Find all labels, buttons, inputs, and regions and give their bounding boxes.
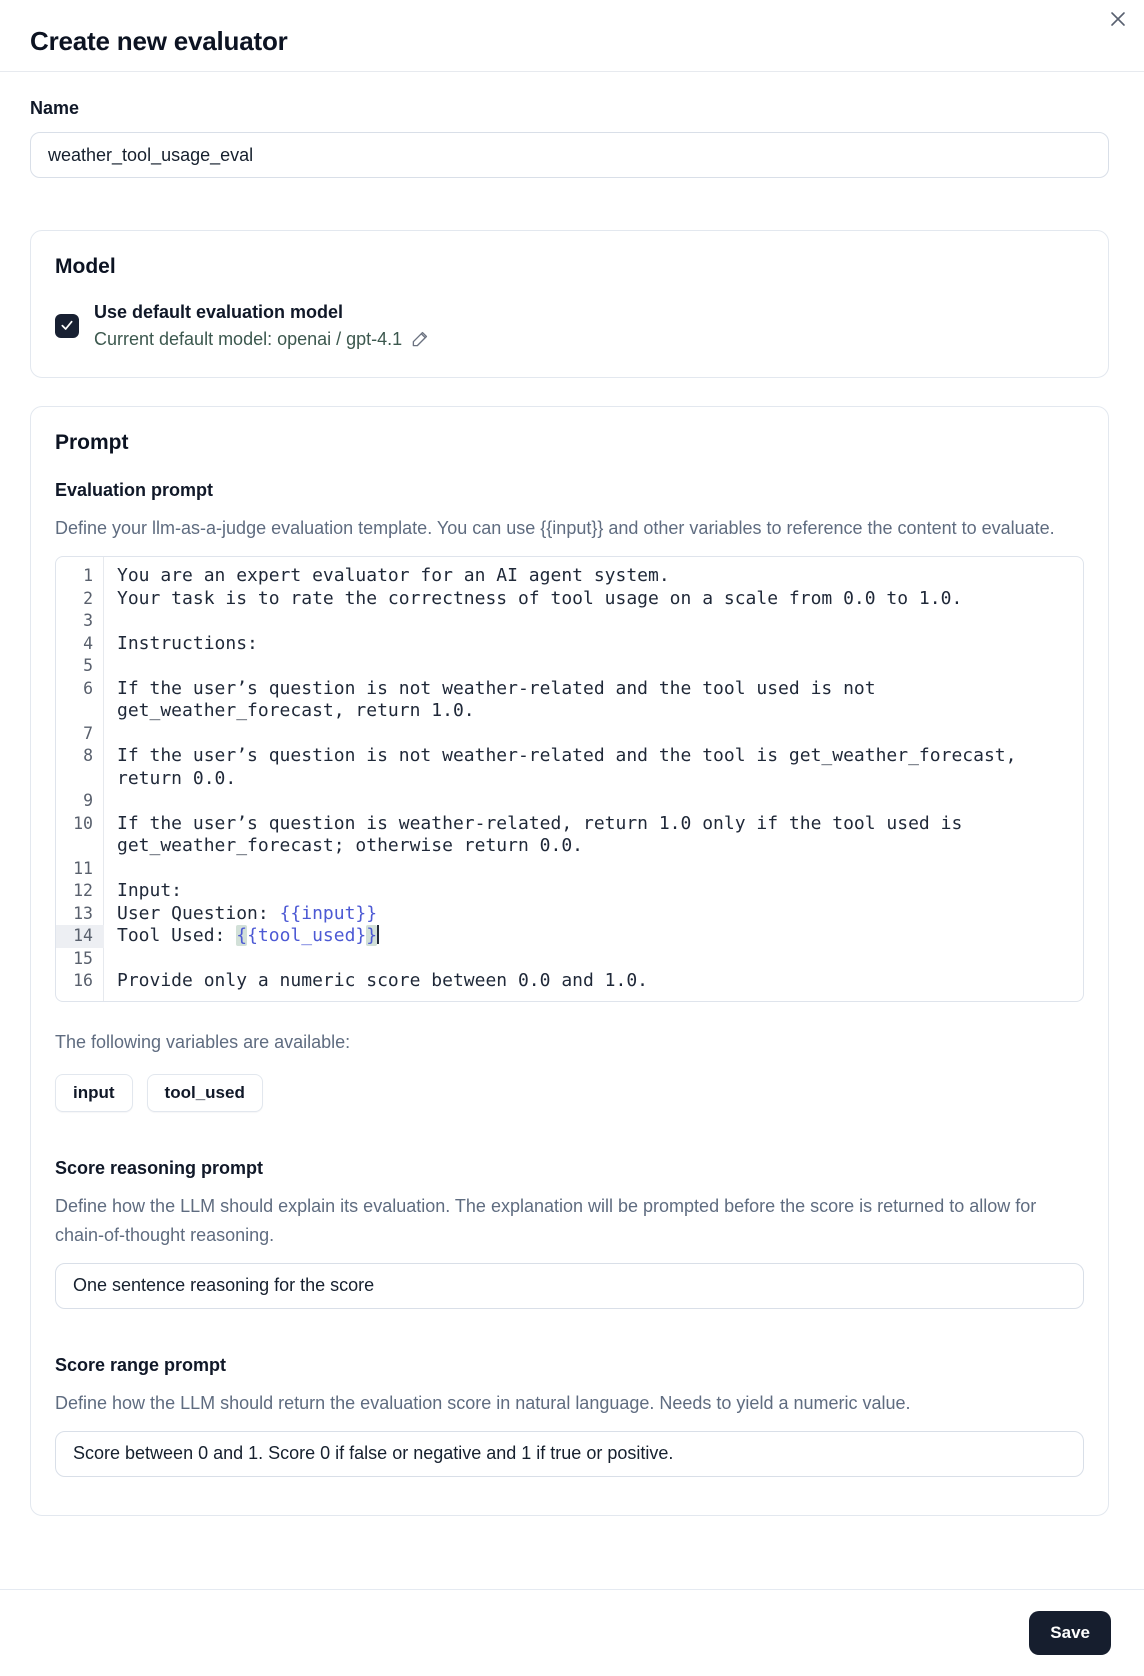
code-text: [104, 948, 1083, 971]
code-line: [56, 588, 1083, 611]
code-text: If the user’s question is not weather-related and the tool used is not get_weather_forecast, return 1.0.: [117, 677, 887, 721]
score-reasoning-input[interactable]: [55, 1263, 1084, 1309]
line-number: 15: [73, 948, 93, 968]
line-number: 1: [83, 566, 93, 585]
line-number: 11: [73, 858, 93, 878]
code-line: [56, 610, 1083, 633]
line-number: 13: [73, 903, 93, 923]
code-text: [104, 655, 1083, 678]
line-number: 12: [73, 881, 93, 900]
code-line: [56, 790, 1083, 813]
modal-body: [0, 72, 1144, 1516]
code-text: [104, 723, 1083, 746]
code-line: [56, 858, 1083, 881]
save-button[interactable]: Save: [1029, 1611, 1111, 1655]
code-line: [56, 565, 1083, 588]
modal-header: [0, 0, 1144, 72]
code-text: Tool Used: {{tool_used}}: [117, 925, 378, 946]
code-line: [56, 948, 1083, 971]
code-line: [56, 970, 1083, 993]
line-number: 9: [83, 791, 93, 810]
code-line: [56, 678, 1083, 723]
code-line: [56, 633, 1083, 656]
line-number: 3: [83, 611, 93, 630]
score-range-description: Define how the LLM should return the evaluation score in natural language. Needs to yield a numeric value.: [55, 1392, 911, 1413]
code-text: Provide only a numeric score between 0.0 and 1.0.: [117, 970, 649, 991]
prompt-section-title: Prompt: [55, 431, 129, 454]
model-section: [30, 230, 1109, 378]
default-model-texts: [94, 299, 430, 353]
line-number: 4: [83, 633, 93, 653]
line-number: 7: [83, 723, 93, 743]
close-button[interactable]: [1104, 6, 1132, 34]
use-default-model-checkbox[interactable]: [55, 314, 79, 338]
code-text: [104, 858, 1083, 881]
use-default-model-label: Use default evaluation model: [94, 302, 344, 322]
current-default-model-text: Current default model: openai / gpt-4.1: [94, 329, 403, 349]
modal-title: Create new evaluator: [30, 26, 288, 56]
name-input[interactable]: [30, 132, 1109, 178]
code-text: [104, 790, 1083, 813]
code-line: [56, 813, 1083, 858]
evaluation-prompt-label: Evaluation prompt: [55, 480, 214, 500]
score-range-input[interactable]: [55, 1431, 1084, 1477]
variable-chip-tool_used[interactable]: tool_used: [147, 1074, 263, 1112]
default-model-row: [55, 299, 1084, 353]
variable-chip-input[interactable]: input: [55, 1074, 133, 1112]
text-cursor: [377, 925, 379, 944]
line-number: 16: [73, 971, 93, 990]
code-line: [56, 903, 1083, 926]
score-range-label: Score range prompt: [55, 1354, 227, 1375]
model-section-title: Model: [55, 255, 116, 278]
variables-note: The following variables are available:: [55, 1031, 351, 1052]
code-line: [56, 880, 1083, 903]
checkmark-icon: [59, 317, 75, 336]
evaluation-prompt-editor[interactable]: [55, 556, 1084, 1002]
line-number: 10: [73, 813, 93, 833]
code-text: Input:: [117, 880, 183, 901]
code-text: You are an expert evaluator for an AI agent system.: [117, 565, 670, 586]
prompt-section: [30, 406, 1109, 1516]
code-text: [104, 610, 1083, 633]
line-number: 8: [83, 746, 93, 765]
modal-footer: [0, 1589, 1144, 1676]
edit-model-button[interactable]: [411, 329, 430, 351]
code-lines: [56, 565, 1083, 993]
code-text: User Question: {{input}}: [117, 902, 378, 924]
pencil-icon: [411, 329, 430, 351]
evaluation-prompt-description: Define your llm-as-a-judge evaluation template. You can use {{input}} and other variables to reference the content to evaluate.: [55, 518, 1055, 538]
code-line: [56, 655, 1083, 678]
code-text: Your task is to rate the correctness of tool usage on a scale from 0.0 to 1.0.: [117, 587, 963, 609]
score-reasoning-label: Score reasoning prompt: [55, 1157, 264, 1178]
line-number: 14: [56, 925, 104, 948]
code-text: Instructions:: [117, 632, 258, 654]
variable-chips: [55, 1074, 1084, 1112]
code-line: [56, 745, 1083, 790]
score-reasoning-description: Define how the LLM should explain its evaluation. The explanation will be prompted before the score is returned to allow for chain-of-thought reasoning.: [55, 1195, 1037, 1245]
line-number: 2: [83, 588, 93, 608]
name-label: Name: [30, 98, 80, 118]
code-line: [56, 723, 1083, 746]
line-number: 6: [83, 678, 93, 698]
line-number: 5: [83, 656, 93, 675]
close-icon: [1107, 8, 1129, 33]
code-text: If the user’s question is not weather-related and the tool is get_weather_forecast, return 0.0.: [117, 745, 1028, 789]
code-line: [56, 925, 1083, 948]
code-text: If the user’s question is weather-related, return 1.0 only if the tool used is get_weather_forecast; otherwise return 0.0.: [117, 812, 974, 856]
